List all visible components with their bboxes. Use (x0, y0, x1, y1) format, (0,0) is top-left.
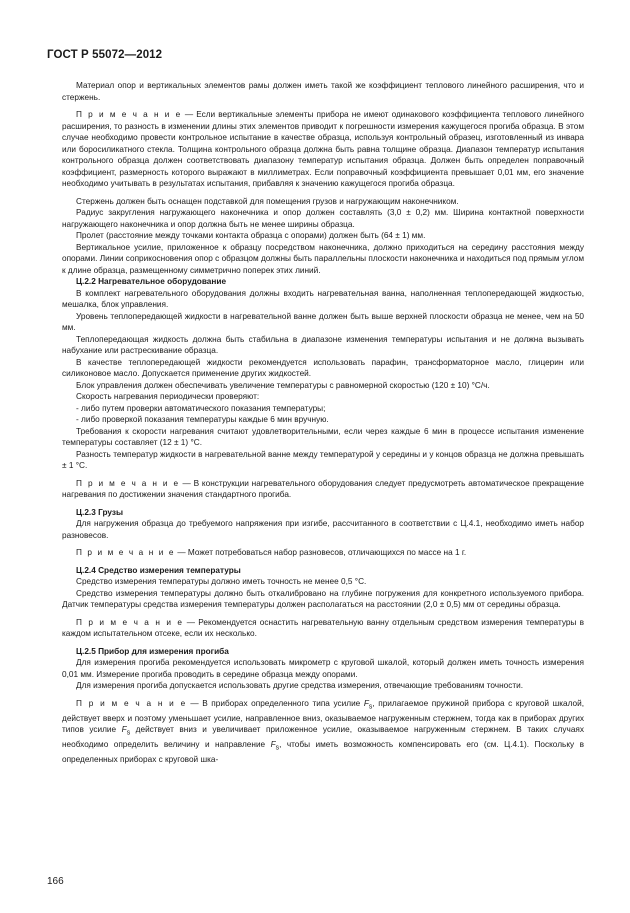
note-label: П р и м е ч а н и е (76, 110, 182, 119)
section-heading: Ц.2.5 Прибор для измерения прогиба (76, 646, 229, 656)
paragraph: Стержень должен быть оснащен подставкой для помещения грузов и нагружающим наконечником. (76, 196, 459, 206)
paragraph: Для измерения прогиба допускается использовать другие средства измерения, отвечающие требованиям точности. (76, 681, 524, 690)
force-symbol: F (121, 725, 127, 735)
paragraph: В комплект нагревательного оборудования должны входить нагревательная ванна, наполненная теплопередающей жидкостью, мешалка, блок управления. (62, 288, 584, 309)
force-subscript: s (126, 729, 131, 737)
note-text: , прилагаемое пружиной прибора с круговой шкалой, действует вверх и поэтому уменьшает усилие, направленное вниз, оказываемое нагруженным стержнем, тогда как в приборах других типов усилие (62, 698, 584, 735)
note-label: П р и м е ч а н и е (76, 698, 187, 708)
note-label: П р и м е ч а н и е (76, 548, 176, 557)
note (62, 547, 584, 559)
note-label: П р и м е ч а н и е (76, 617, 184, 627)
paragraph: Уровень теплопередающей жидкости в нагревательной ванне должен быть выше верхней плоскости образца не менее, чем на 50 мм. (62, 311, 584, 332)
section-heading: Ц.2.4 Средство измерения температуры (76, 565, 241, 575)
paragraph: Материал опор и вертикальных элементов рамы должен иметь такой же коэффициент теплового линейного расширения, что и стержень. (62, 81, 584, 102)
note-text: — Рекомендуется оснастить нагревательную ванну отдельным средством измерения температуры в каждом испытательном отсеке, если их несколько. (62, 617, 584, 638)
document-body (62, 80, 584, 766)
note (62, 617, 584, 640)
force-subscript: s (275, 744, 280, 752)
list-item: - либо путем проверки автоматического показания температуры; (76, 403, 326, 413)
paragraph: Вертикальное усилие, приложенное к образцу посредством наконечника, должно приходиться на середину расстояния между опорами. Линии соприкосновения опор с образцом должны быть параллельны плоскости наконечника и находиться под прямым углом к длине образца, размещенному симметрично поперек этих линий. (62, 242, 584, 275)
note-text: — В приборах определенного типа усилие (186, 698, 364, 708)
paragraph: Средство измерения температуры должно быть откалибровано на глубине погружения для конкретного используемого прибора. Датчик температуры средства измерения температуры должен располагаться на расстоянии (2,0 ± 0,5) мм от середины образца. (62, 588, 584, 609)
document-header: ГОСТ Р 55072—2012 (47, 49, 163, 61)
force-subscript: s (368, 703, 373, 711)
list-item: - либо проверкой показания температуры каждые 6 мин вручную. (76, 415, 329, 424)
paragraph: Блок управления должен обеспечивать увеличение температуры с равномерной скоростью (120 ± 10) °С/ч. (76, 380, 490, 390)
force-symbol: F (270, 740, 276, 750)
paragraph: Скорость нагревания периодически проверяют: (76, 392, 260, 401)
page-number: 166 (47, 876, 64, 887)
note-label: П р и м е ч а н и е (76, 478, 180, 488)
note (62, 109, 584, 190)
note (62, 698, 584, 766)
note-text: — В конструкции нагревательного оборудования следует предусмотреть автоматическое прекращение нагревания по достижении значения стандартного прогиба. (62, 478, 584, 499)
paragraph: Требования к скорости нагревания считают удовлетворительными, если через каждые 6 мин в процессе испытания изменение температуры составляет (12 ± 1) °С. (62, 426, 584, 447)
paragraph: Для измерения прогиба рекомендуется использовать микрометр с круговой шкалой, который должен иметь точность измерения 0,01 мм. Измерение прогиба проводить в середине образца между опорами. (62, 658, 584, 679)
note-text: — Может потребоваться набор разновесов, отличающихся по массе на 1 г. (175, 548, 467, 557)
paragraph: Радиус закругления нагружающего наконечника и опор должен составлять (3,0 ± 0,2) мм. Ширина контактной поверхности нагружающего наконечника и опор должна быть не менее ширины образца. (62, 208, 584, 229)
paragraph: Для нагружения образца до требуемого напряжения при изгибе, рассчитанного в соответствии с Ц.4.1, необходимо иметь набор разновесов. (62, 519, 584, 540)
section-heading: Ц.2.3 Грузы (76, 507, 123, 517)
paragraph: Пролет (расстояние между точками контакта образца с опорами) должен быть (64 ± 1) мм. (76, 231, 426, 240)
paragraph: Средство измерения температуры должно иметь точность не менее 0,5 °С. (76, 577, 367, 586)
section-heading: Ц.2.2 Нагревательное оборудование (76, 277, 227, 286)
note-text: — Если вертикальные элементы прибора не имеют одинакового коэффициента теплового линейного расширения, то разность в изменении длины этих элементов приводит к погрешности измерения кажущегося прогиба образца. В этом случае необходимо провести контрольное испытание в качестве образца, используя контрольный образец, изготовленный из инвара или боросиликатного стекла. Толщина контрольного образца должна быть равна толщине образца. Диапазон температур испытания контрольного образца должен соответствовать диапазону температур испытания образца. Должен быть определен поправочный коэффициент, размерность которого выражают в миллиметрах. Если поправочный коэффициента превышает 0,01 мм, его значение необходимо учитывать в результатах испытания, прибавляя к значению кажущегося прогиба образца. (62, 110, 584, 188)
note (62, 478, 584, 501)
force-symbol: F (363, 698, 369, 708)
paragraph: Разность температур жидкости в нагревательной ванне между температурой у середины и у концов образца не должна превышать ± 1 °С. (62, 449, 584, 470)
paragraph: Теплопередающая жидкость должна быть стабильна в диапазоне изменения температуры испытания и не должна вызывать набухание или растрескивание образца. (62, 334, 584, 355)
paragraph: В качестве теплопередающей жидкости рекомендуется использовать парафин, трансформаторное масло, глицерин или силиконовое масло. Допускается применение других жидкостей. (62, 357, 584, 378)
note-text: , чтобы иметь возможность компенсировать его (см. Ц.4.1). Поскольку в определенных приборах с круговой шка- (62, 740, 584, 765)
note-text: действует вниз и увеличивает приложенное усилие, оказываемое нагруженным стержнем. В таких случаях необходимо определить величину и направление (62, 725, 584, 750)
